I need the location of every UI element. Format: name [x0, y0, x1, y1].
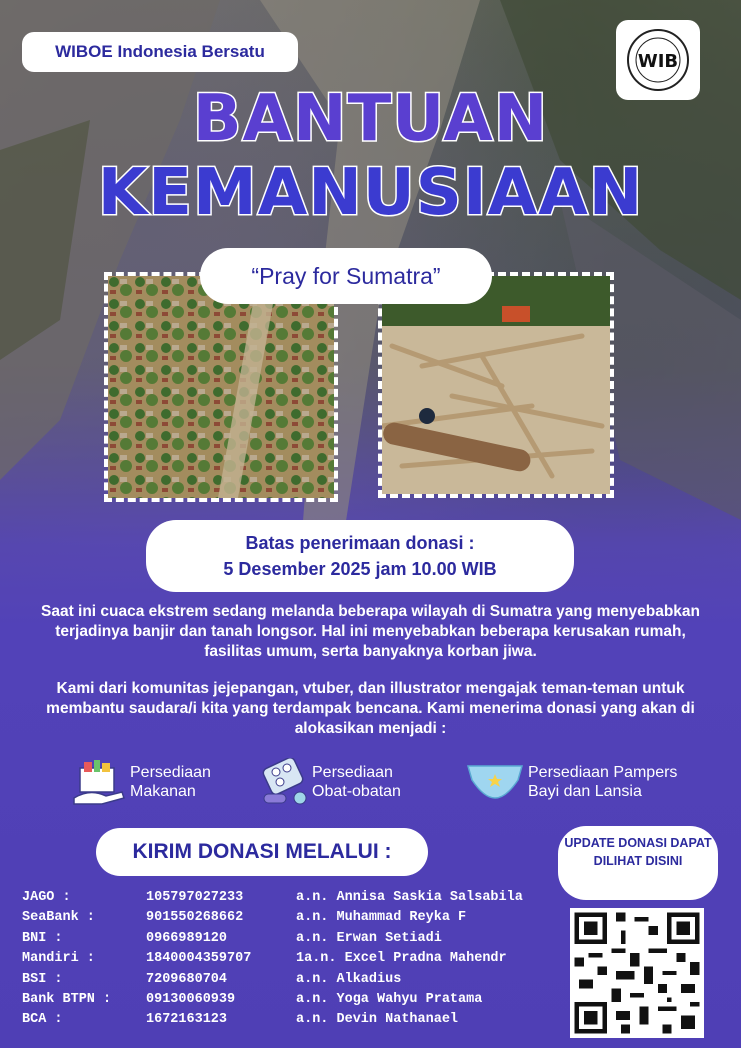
table-row: SeaBank : 901550268662 a.n. Muhammad Reyka F	[22, 910, 467, 926]
deadline-label: Batas penerimaan donasi :	[245, 533, 475, 553]
deadline-date: 5 Desember 2025 jam 10.00 WIB	[223, 559, 497, 579]
invitation-paragraph: Kami dari komunitas jejepangan, vtuber, dan illustrator mengajak teman-teman untuk membantu saudara/i kita yang terdampak bencana. Kami menerima donasi yang akan di alokasikan menjadi :	[46, 680, 695, 737]
table-row: Bank BTPN : 09130060939 a.n. Yoga Wahyu Pratama	[22, 991, 483, 1007]
flooded-town-aerial-photo	[104, 272, 338, 502]
organization-name: WIBOE Indonesia Bersatu	[55, 42, 265, 61]
title-line-1: BANTUAN	[192, 82, 549, 156]
supply-medicine: Persediaan Obat-obatan	[260, 757, 401, 807]
title-line-2: KEMANUSIAAN	[97, 156, 644, 230]
supply-food: Persediaan Makanan	[72, 757, 211, 807]
tagline: “Pray for Sumatra”	[251, 262, 441, 289]
table-row: JAGO : 105797027233 a.n. Annisa Saskia Salsabila	[22, 890, 523, 905]
supply-diapers: Persediaan Pampers Bayi dan Lansia	[466, 757, 677, 807]
svg-text:WIB: WIB	[637, 51, 679, 72]
organization-badge	[22, 32, 298, 72]
table-row: BSI : 7209680704 a.n. Alkadius	[22, 971, 402, 987]
update-donation-note: UPDATE DONASI DAPAT DILIHAT DISINI	[558, 826, 718, 900]
diaper-icon	[466, 762, 524, 802]
bank-accounts-table	[22, 890, 536, 1033]
table-row: BCA : 1672163123 a.n. Devin Nathanael	[22, 1012, 459, 1028]
deadline-box	[146, 520, 574, 592]
donation-qr-code[interactable]	[570, 908, 704, 1038]
table-row: Mandiri : 1840004359707 1a.n. Excel Pradna Mahendr	[22, 951, 507, 967]
food-box-icon	[72, 758, 130, 806]
tagline-badge	[200, 248, 492, 304]
debris-logs-photo	[378, 272, 614, 498]
send-donation-heading: KIRIM DONASI MELALUI :	[96, 828, 428, 876]
table-row: BNI : 0966989120 a.n. Erwan Setiadi	[22, 930, 442, 946]
situation-paragraph: Saat ini cuaca ekstrem sedang melanda beberapa wilayah di Sumatra yang menyebabkan terjadinya banjir dan tanah longsor. Hal ini menyebabkan beberapa kerusakan rumah, fasilitas umum, serta banyaknya korban jiwa.	[40, 603, 700, 660]
medicine-pills-icon	[260, 758, 312, 806]
